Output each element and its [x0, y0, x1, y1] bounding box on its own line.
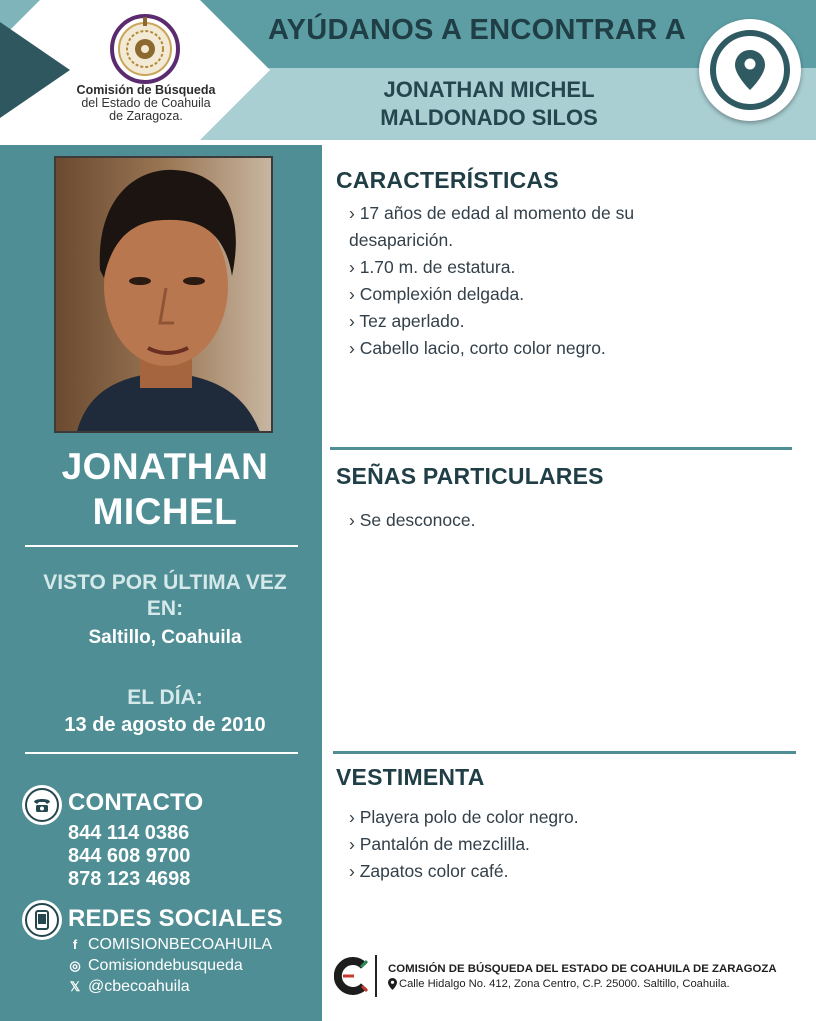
- instagram-handle: Comisiondebusqueda: [88, 957, 243, 974]
- name-line-2: MICHEL: [92, 491, 238, 532]
- list-item: › 17 años de edad al momento de su: [349, 203, 635, 223]
- phone-icon: [22, 785, 62, 825]
- marks-list: [349, 507, 475, 534]
- divider: [25, 752, 298, 754]
- poster-title: AYÚDANOS A ENCONTRAR A: [268, 14, 686, 46]
- location-badge: [699, 19, 801, 121]
- footer-divider: [375, 955, 377, 997]
- name-line-1: JONATHAN: [61, 446, 269, 487]
- last-seen-location: Saltillo, Coahuila: [88, 627, 242, 648]
- phone-number[interactable]: 878 123 4698: [68, 868, 191, 890]
- section-divider: [330, 447, 792, 450]
- clothing-list: [349, 804, 579, 885]
- list-item: › Complexión delgada.: [349, 284, 525, 304]
- commission-name: [62, 84, 230, 123]
- location-pin-icon: [735, 50, 765, 90]
- disappearance-date: 13 de agosto de 2010: [64, 714, 266, 736]
- mobile-phone-icon: [22, 900, 62, 940]
- last-seen-label-line-2: EN:: [146, 597, 184, 620]
- missing-person-full-name: [300, 76, 678, 132]
- social-item-facebook[interactable]: [68, 934, 272, 955]
- org-line-1: Comisión de Búsqueda: [76, 83, 216, 97]
- full-name-line-1: JONATHAN MICHEL: [383, 77, 595, 102]
- last-seen-label-line-1: VISTO POR ÚLTIMA VEZ: [43, 571, 287, 594]
- distinguishing-marks-heading: SEÑAS PARTICULARES: [336, 463, 604, 489]
- social-item-instagram[interactable]: [68, 955, 272, 976]
- list-item: › 1.70 m. de estatura.: [349, 257, 516, 277]
- clothing-heading: VESTIMENTA: [336, 764, 485, 790]
- org-line-2: del Estado de Coahuila: [81, 96, 211, 110]
- address-text: Calle Hidalgo No. 412, Zona Centro, C.P. 25000. Saltillo, Coahuila.: [399, 978, 730, 990]
- commission-c-logo: [334, 957, 368, 995]
- list-item: › Playera polo de color negro.: [349, 807, 579, 827]
- phone-list: [68, 822, 190, 891]
- full-name-line-2: MALDONADO SILOS: [380, 105, 598, 130]
- list-item: › Se desconoce.: [349, 510, 476, 530]
- social-list: [68, 934, 272, 997]
- divider: [25, 545, 298, 547]
- phone-number[interactable]: 844 114 0386: [68, 822, 190, 844]
- missing-person-name: [10, 444, 320, 534]
- org-line-3: de Zaragoza.: [109, 109, 183, 123]
- footer-org-name: COMISIÓN DE BÚSQUEDA DEL ESTADO DE COAHUILA DE ZARAGOZA: [388, 963, 777, 975]
- x-icon: 𝕏: [69, 979, 81, 994]
- x-handle: @cbecoahuila: [88, 978, 190, 995]
- missing-person-photo: [54, 156, 273, 433]
- characteristics-heading: CARACTERÍSTICAS: [336, 167, 559, 193]
- list-item: › Pantalón de mezclilla.: [349, 834, 530, 854]
- characteristics-list: [349, 200, 634, 362]
- phone-number[interactable]: 844 608 9700: [68, 845, 191, 867]
- instagram-icon: ◎: [69, 958, 81, 973]
- commission-seal-logo: [110, 14, 180, 84]
- list-item: › Zapatos color café.: [349, 861, 509, 881]
- facebook-handle: COMISIONBECOAHUILA: [88, 936, 273, 953]
- map-pin-icon: [388, 978, 397, 990]
- date-label: EL DÍA:: [127, 686, 203, 709]
- list-item: › Cabello lacio, corto color negro.: [349, 338, 606, 358]
- contact-heading: CONTACTO: [68, 789, 204, 816]
- social-heading: REDES SOCIALES: [68, 905, 283, 932]
- section-divider: [333, 751, 796, 754]
- last-seen-label: [10, 570, 320, 622]
- footer-address: [388, 978, 730, 990]
- list-item: › Tez aperlado.: [349, 311, 465, 331]
- social-item-x[interactable]: [68, 976, 272, 997]
- facebook-icon: f: [72, 937, 78, 952]
- list-item: desaparición.: [349, 230, 454, 250]
